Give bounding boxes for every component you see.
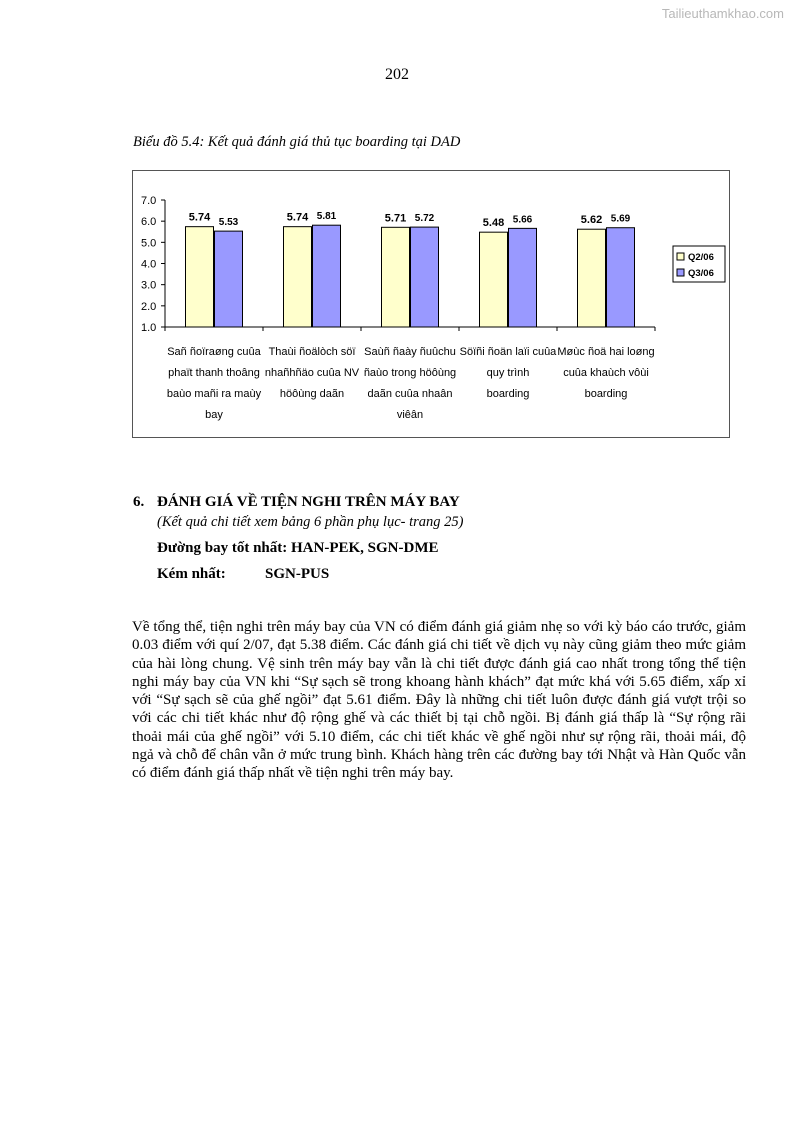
data-label: 5.48 [482, 217, 505, 230]
y-tick-label: 1.0 [141, 322, 157, 334]
bar-q2-06 [186, 227, 214, 327]
category-label: ñaùo trong höôùng [363, 367, 457, 379]
legend-label: Q3/06 [688, 268, 714, 279]
data-label: 5.71 [384, 212, 407, 225]
category-label: nhañhñäo cuûa NV [264, 367, 360, 379]
category-label: Møùc ñoä hai loøng [557, 346, 655, 358]
data-label: 5.72 [414, 213, 435, 225]
worst-route-label: Kém nhất: [157, 566, 226, 582]
bar-q2-06 [578, 229, 606, 327]
bar-chart [133, 171, 729, 437]
data-label: 5.74 [286, 211, 309, 224]
bar-q2-06 [284, 227, 312, 327]
category-label: quy trình [486, 367, 530, 379]
data-label: 5.66 [512, 214, 533, 226]
y-tick-label: 4.0 [141, 258, 157, 271]
chart-frame [132, 170, 730, 438]
category-label: boarding [584, 388, 628, 400]
category-label: Thaùi ñoälòch söï [268, 346, 356, 358]
category-label: viêân [396, 409, 424, 421]
body-paragraph: Về tổng thể, tiện nghi trên máy bay của VN có điểm đánh giá giảm nhẹ so với kỳ báo cáo trước, giảm 0.03 điểm với quí 2/07, đạt 5.38 điểm. Các đánh giá chi tiết về dịch vụ này cũng giảm theo mức giảm của hài lòng chung. Vệ sinh trên máy bay vẫn là chi tiết được đánh giá cao nhất trong tổng thể tiện nghi máy bay của VN khi “Sự sạch sẽ trong khoang hành khách” đạt mức khá với 5.65 điểm, xấp xỉ với “Sự sạch sẽ của ghế ngồi” đạt 5.61 điểm. Đây là những chi tiết luôn được đánh giá vượt trội so với các chi tiết khác như độ rộng ghế và các thiết bị tại chỗ ngồi. Bị đánh giá thấp là “Sự rộng rãi thoải mái của ghế ngồi” với 5.10 điểm, các chi tiết khác về ghế ngồi như sự rộng rãi, thoải mái, độ ngả và chỗ để chân vẫn ở mức trung bình. Khách hàng trên các đường bay tới Nhật và Hàn Quốc vẫn có điểm đánh giá thấp nhất về tiện nghi trên máy bay. [132, 619, 746, 782]
page-number: 202 [385, 66, 409, 83]
data-label: 5.74 [188, 211, 211, 224]
data-label: 5.62 [580, 214, 603, 227]
bar-q3-06 [411, 227, 439, 327]
section-title: ĐÁNH GIÁ VỀ TIỆN NGHI TRÊN MÁY BAY [157, 494, 460, 510]
bar-q3-06 [215, 231, 243, 327]
chart-caption: Biểu đồ 5.4: Kết quả đánh giá thủ tục boarding tại DAD [133, 134, 461, 150]
y-tick-label: 5.0 [141, 237, 157, 250]
bar-q2-06 [382, 227, 410, 327]
category-label: phaït thanh thoâng [168, 367, 260, 379]
y-tick-label: 2.0 [141, 300, 157, 313]
section-heading [133, 494, 460, 511]
category-label: baùo mañi ra maùy [166, 388, 262, 400]
y-tick-label: 6.0 [141, 216, 157, 229]
bar-q2-06 [480, 232, 508, 327]
bar-q3-06 [509, 228, 537, 327]
best-route: Đường bay tốt nhất: HAN-PEK, SGN-DME [157, 540, 439, 556]
worst-route [157, 566, 330, 583]
category-label: Sañ ñoïraøng cuûa [167, 346, 261, 358]
watermark: Tailieuthamkhao.com [661, 6, 784, 21]
category-label: boarding [486, 388, 530, 400]
category-label: cuûa khaùch vôùi [563, 367, 649, 379]
section-number: 6. [133, 494, 145, 510]
category-label: Söïñi ñoän laïi cuûa [459, 346, 557, 358]
legend-swatch [677, 269, 684, 276]
category-label: daãn cuûa nhaân [367, 388, 453, 400]
bar-q3-06 [313, 225, 341, 327]
section-note: (Kết quả chi tiết xem bảng 6 phần phụ lục- trang 25) [157, 514, 464, 530]
y-tick-label: 3.0 [141, 279, 157, 292]
category-label: Saùñ ñaày ñuûchu [364, 346, 456, 358]
legend-label: Q2/06 [688, 252, 714, 263]
data-label: 5.53 [218, 217, 239, 229]
data-label: 5.69 [610, 213, 631, 225]
worst-route-value: SGN-PUS [265, 566, 330, 582]
y-tick-label: 7.0 [141, 195, 157, 207]
category-label: bay [205, 409, 223, 421]
category-label: höôùng daãn [279, 388, 345, 400]
legend-swatch [677, 253, 684, 260]
bar-q3-06 [607, 228, 635, 327]
data-label: 5.81 [316, 211, 337, 223]
